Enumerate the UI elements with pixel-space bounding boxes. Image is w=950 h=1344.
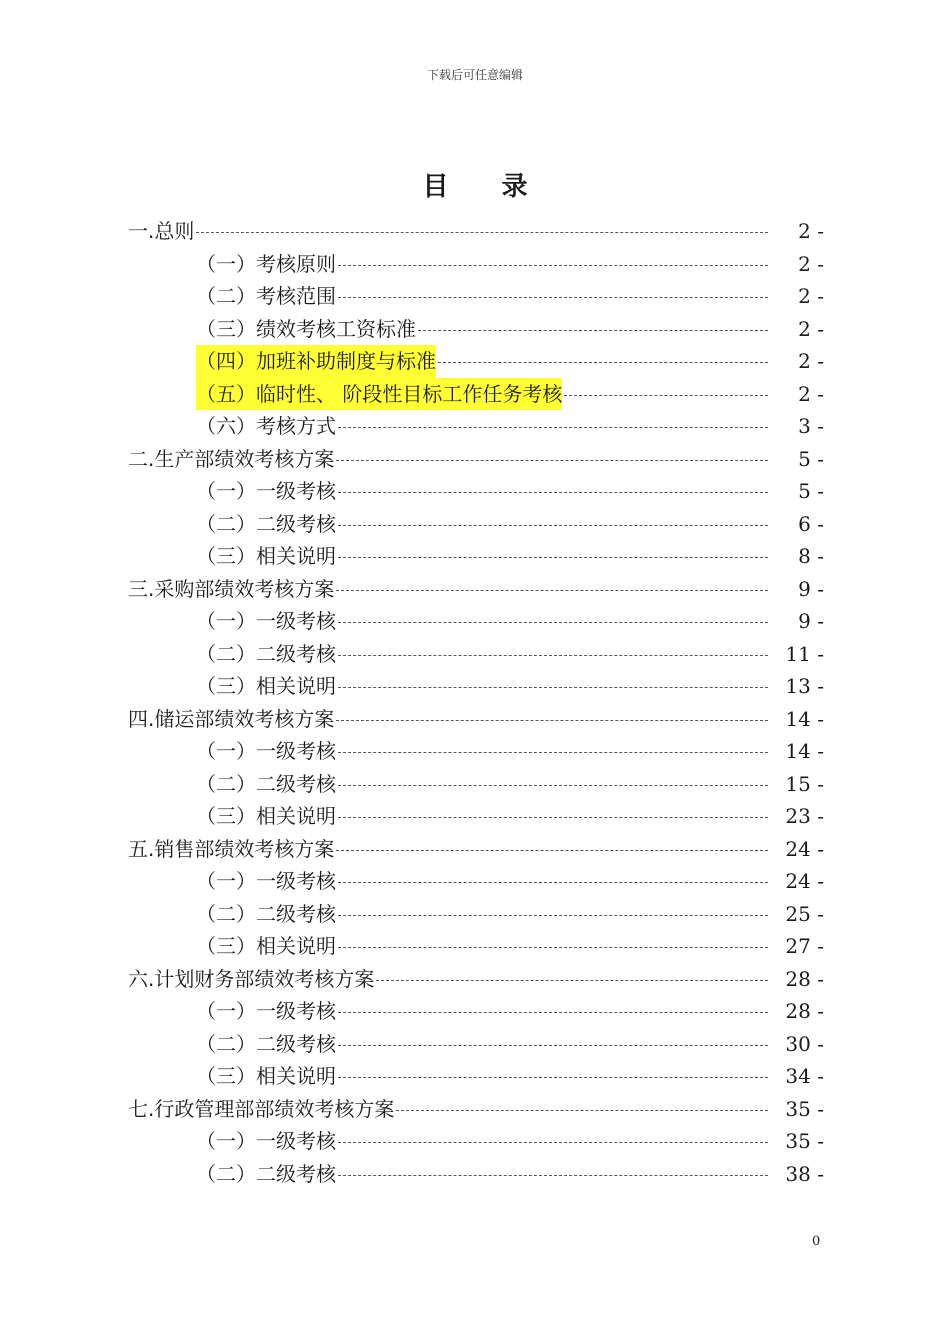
toc-entry[interactable] <box>0 378 950 411</box>
toc-entry-label: （一）考核原则 <box>196 251 336 276</box>
toc-entry-label: （三）绩效考核工资标准 <box>196 316 416 341</box>
toc-entry-page: 2 - <box>798 284 824 308</box>
toc-entry-page: 14 - <box>785 706 824 731</box>
toc-leader-dashes <box>336 703 768 736</box>
toc-entry-page: 13 - <box>785 674 824 698</box>
toc-entry[interactable] <box>0 1158 950 1191</box>
toc-leader-dashes <box>338 1158 768 1191</box>
toc-entry-label: （三）相关说明 <box>196 934 336 958</box>
toc-leader-dashes <box>438 345 768 378</box>
toc-entry-page: 34 - <box>785 1064 824 1088</box>
toc-entry-label: 二.生产部绩效考核方案 <box>128 446 335 471</box>
toc-leader-dashes <box>338 1028 768 1061</box>
toc-entry[interactable] <box>0 215 950 248</box>
toc-leader-dashes <box>338 865 768 898</box>
toc-entry-label: （三）相关说明 <box>196 804 336 828</box>
toc-entry-page: 24 - <box>785 836 824 861</box>
toc-leader-dashes <box>338 638 768 671</box>
toc-title: 目 录 <box>422 172 550 202</box>
toc-entry-label: （一）一级考核 <box>196 869 336 893</box>
toc-entry[interactable] <box>0 865 950 898</box>
toc-entry[interactable] <box>0 833 950 866</box>
toc-leader-dashes <box>336 443 768 476</box>
toc-entry-label: 四.储运部绩效考核方案 <box>128 706 335 731</box>
toc-entry-label: 七.行政管理部部绩效考核方案 <box>128 1096 395 1121</box>
toc-leader-dashes <box>338 605 768 638</box>
toc-entry-label: （四）加班补助制度与标准 <box>196 345 436 378</box>
toc-leader-dashes <box>338 995 768 1028</box>
toc-leader-dashes <box>338 475 768 508</box>
toc-entry[interactable] <box>0 540 950 573</box>
toc-entry-page: 3 - <box>798 414 824 438</box>
toc-entry-label: （二）二级考核 <box>196 1161 336 1186</box>
toc-entry[interactable] <box>0 1028 950 1061</box>
toc-entry-page: 14 - <box>785 739 824 763</box>
toc-entry[interactable] <box>0 735 950 768</box>
toc-entry[interactable] <box>0 800 950 833</box>
toc-leader-dashes <box>338 280 768 313</box>
toc-entry-label: （一）一级考核 <box>196 739 336 763</box>
toc-entry-page: 2 - <box>798 219 824 243</box>
toc-entry[interactable] <box>0 443 950 476</box>
toc-entry-page: 2 - <box>798 316 824 341</box>
toc-entry-page: 9 - <box>798 609 824 633</box>
toc-entry[interactable] <box>0 573 950 606</box>
toc-leader-dashes <box>338 898 768 931</box>
toc-leader-dashes <box>564 378 768 411</box>
toc-entry-label: （三）相关说明 <box>196 1064 336 1088</box>
toc-entry-page: 11 - <box>785 641 824 666</box>
toc-leader-dashes <box>338 410 768 443</box>
toc-entry-page: 27 - <box>785 934 824 958</box>
toc-leader-dashes <box>336 833 768 866</box>
toc-entry[interactable] <box>0 963 950 996</box>
toc-entry-page: 9 - <box>798 576 824 601</box>
toc-entry-page: 6 - <box>798 511 824 536</box>
header-note: 下载后可任意编辑 <box>426 68 523 82</box>
toc-entry-page: 30 - <box>785 1031 824 1056</box>
toc-leader-dashes <box>338 930 768 963</box>
toc-entry[interactable] <box>0 410 950 443</box>
toc-entry-page: 2 - <box>798 381 824 406</box>
toc-entry-page: 2 - <box>798 251 824 276</box>
toc-entry-label: （五）临时性、 阶段性目标工作任务考核 <box>196 378 562 411</box>
toc-entry[interactable] <box>0 670 950 703</box>
toc-entry-label: （二）二级考核 <box>196 511 336 536</box>
toc-leader-dashes <box>338 1060 768 1093</box>
toc-leader-dashes <box>338 768 768 801</box>
toc-leader-dashes <box>418 313 768 346</box>
toc-entry[interactable] <box>0 1093 950 1126</box>
toc-leader-dashes <box>338 1125 768 1158</box>
toc-entry-page: 38 - <box>785 1161 824 1186</box>
toc-leader-dashes <box>338 735 768 768</box>
toc-entry-label: （二）二级考核 <box>196 771 336 796</box>
toc-entry-page: 35 - <box>785 1129 824 1153</box>
toc-entry-page: 25 - <box>785 901 824 926</box>
toc-entry-label: （一）一级考核 <box>196 1129 336 1153</box>
toc-leader-dashes <box>338 248 768 281</box>
toc-entry-label: （三）相关说明 <box>196 544 336 568</box>
toc-entry-label: 三.采购部绩效考核方案 <box>128 576 335 601</box>
toc-entry[interactable] <box>0 280 950 313</box>
toc-entry-label: 五.销售部绩效考核方案 <box>128 836 335 861</box>
toc-leader-dashes <box>336 573 768 606</box>
toc-entry[interactable] <box>0 898 950 931</box>
toc-entry-page: 2 - <box>798 349 824 373</box>
toc-leader-dashes <box>338 670 768 703</box>
toc-entry[interactable] <box>0 605 950 638</box>
toc-entry[interactable] <box>0 313 950 346</box>
table-of-contents <box>0 215 950 1190</box>
toc-leader-dashes <box>376 963 768 996</box>
toc-entry[interactable] <box>0 930 950 963</box>
toc-entry-page: 28 - <box>785 999 824 1023</box>
toc-entry-page: 15 - <box>785 771 824 796</box>
toc-entry-label: （二）考核范围 <box>196 284 336 308</box>
toc-entry-page: 28 - <box>785 966 824 991</box>
toc-entry[interactable] <box>0 1060 950 1093</box>
toc-entry-page: 8 - <box>798 544 824 568</box>
toc-entry[interactable] <box>0 768 950 801</box>
toc-entry[interactable] <box>0 703 950 736</box>
toc-entry-page: 5 - <box>798 446 824 471</box>
toc-entry[interactable] <box>0 638 950 671</box>
toc-leader-dashes <box>338 800 768 833</box>
toc-entry[interactable] <box>0 248 950 281</box>
toc-entry-label: 一.总则 <box>128 219 195 243</box>
toc-entry-page: 35 - <box>785 1096 824 1121</box>
toc-leader-dashes <box>338 508 768 541</box>
toc-entry-page: 5 - <box>798 479 824 503</box>
toc-entry-label: （三）相关说明 <box>196 674 336 698</box>
toc-entry[interactable] <box>0 475 950 508</box>
toc-entry[interactable] <box>0 508 950 541</box>
toc-entry-label: （二）二级考核 <box>196 1031 336 1056</box>
toc-entry[interactable] <box>0 1125 950 1158</box>
page-number: 0 <box>812 1234 821 1249</box>
toc-leader-dashes <box>196 215 768 248</box>
toc-entry-label: （二）二级考核 <box>196 641 336 666</box>
toc-leader-dashes <box>338 540 768 573</box>
toc-entry[interactable] <box>0 345 950 378</box>
toc-entry-page: 24 - <box>785 869 824 893</box>
toc-leader-dashes <box>396 1093 768 1126</box>
toc-entry-page: 23 - <box>785 804 824 828</box>
toc-entry-label: 六.计划财务部绩效考核方案 <box>128 966 375 991</box>
toc-entry[interactable] <box>0 995 950 1028</box>
toc-entry-label: （一）一级考核 <box>196 999 336 1023</box>
toc-entry-label: （一）一级考核 <box>196 479 336 503</box>
toc-entry-label: （六）考核方式 <box>196 414 336 438</box>
toc-entry-label: （二）二级考核 <box>196 901 336 926</box>
toc-entry-label: （一）一级考核 <box>196 609 336 633</box>
